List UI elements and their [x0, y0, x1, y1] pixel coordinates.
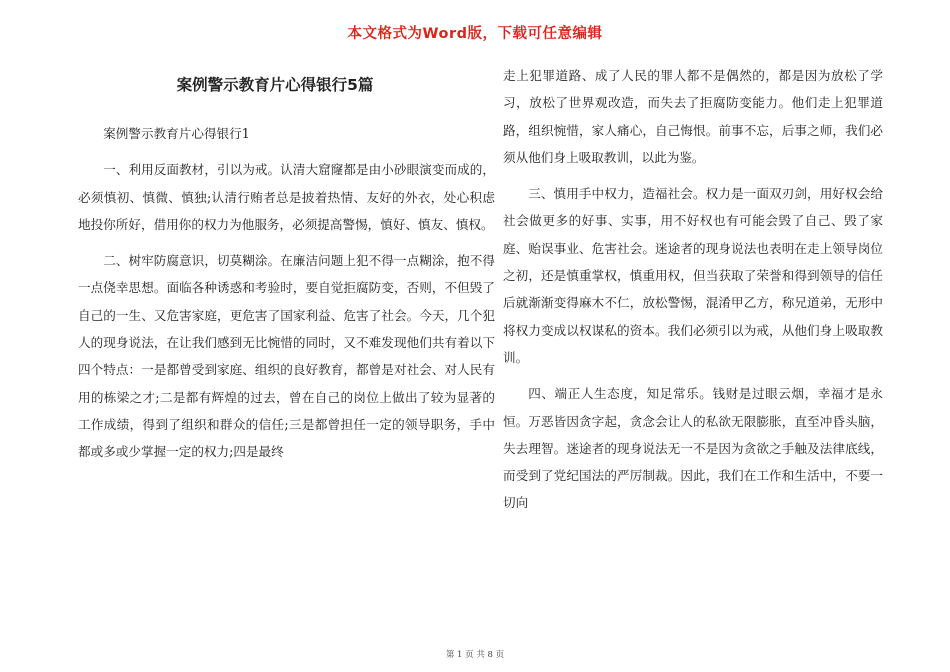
right-column — [503, 62, 883, 517]
paragraph-continued: 走上犯罪道路、成了人民的罪人都不是偶然的，都是因为放松了学习，放松了世界观改造，而失去了拒腐防变能力。他们走上犯罪道路，组织惋惜，家人痛心，自己悔恨。前事不忘，后事之师，我们必须从他们身上吸取教训，以此为鉴。 — [503, 68, 883, 165]
paragraph: 二、树牢防腐意识，切莫糊涂。在廉洁问题上犯不得一点糊涂，抱不得一点侥幸思想。面临各种诱惑和考验时，要自觉拒腐防变，否则，不但毁了自己的一生、又危害家庭，更危害了国家利益、危害了社会。今天，几个犯人的现身说法，在让我们感到无比惋惜的同时，又不难发现他们共有着以下四个特点：一是都曾受到家庭、组织的良好教育，都曾是对社会、对人民有用的栋梁之才;二是都有辉煌的过去，曾在自己的岗位上做出了较为显著的工作成绩，得到了组织和群众的信任;三是都曾担任一定的领导职务，手中都或多或少掌握一定的权力;四是最终 — [78, 253, 495, 460]
paragraph: 一、利用反面教材，引以为戒。认清大窟窿都是由小砂眼演变而成的，必须慎初、慎微、慎独;认清行贿者总是披着热情、友好的外衣，处心积虑地投你所好，借用你的权力为他服务，必须提高警惕，慎好、慎友、慎权。 — [78, 162, 495, 232]
page-number: 第 1 页 共 8 页 — [445, 650, 505, 660]
download-banner: 本文格式为Word版，下载可任意编辑 — [347, 26, 603, 42]
document-title: 案例警示教育片心得银行5篇 — [176, 76, 374, 94]
paragraph: 四、端正人生态度，知足常乐。钱财是过眼云烟，幸福才是永恒。万恶皆因贪字起，贪念会让人的私欲无限膨胀，直至冲昏头脑，失去理智。迷途者的现身说法无一不是因为贪欲之手触及法律底线，而受到了党纪国法的严厉制裁。因此，我们在工作和生活中，不要一切向 — [503, 386, 883, 511]
left-column — [78, 120, 495, 466]
section-heading: 案例警示教育片心得银行1 — [103, 126, 250, 141]
paragraph: 三、慎用手中权力，造福社会。权力是一面双刃剑，用好权会给社会做更多的好事、实事，用不好权也有可能会毁了自己、毁了家庭、贻误事业、危害社会。迷途者的现身说法也表明在走上领导岗位之初，还是慎重掌权，慎重用权，但当获取了荣誉和得到领导的信任后就渐渐变得麻木不仁，放松警惕，混淆甲乙方，称兄道弟，无形中将权力变成以权谋私的资本。我们必须引以为戒，从他们身上吸取教训。 — [503, 186, 883, 365]
